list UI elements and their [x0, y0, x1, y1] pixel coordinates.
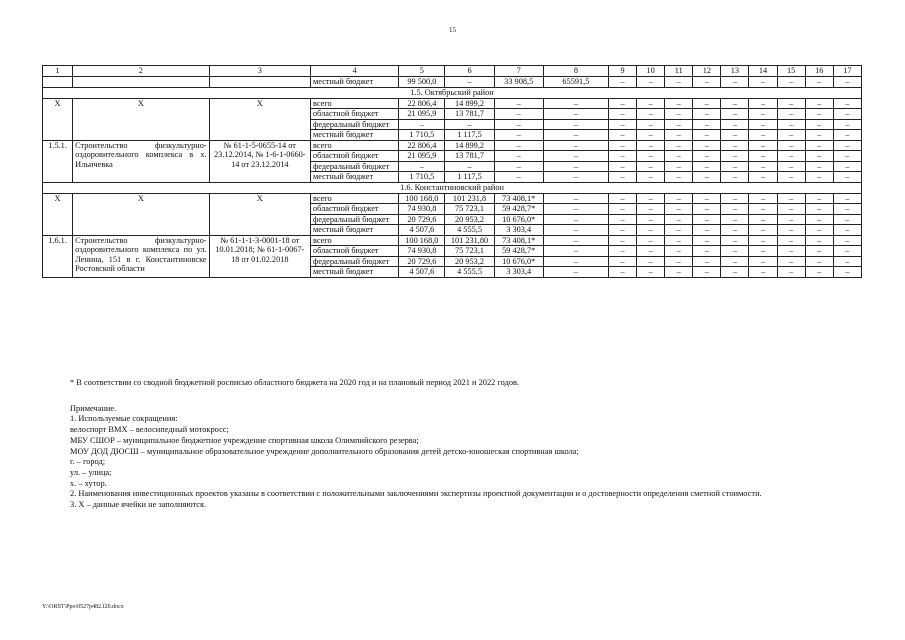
dash-cell: – [665, 109, 693, 120]
dash-cell: – [665, 140, 693, 151]
dash-cell: – [749, 140, 777, 151]
dash-cell: – [543, 151, 608, 162]
item-number: 1.5.1. [43, 140, 73, 182]
dash-cell: – [665, 204, 693, 215]
value-cell: 13 781,7 [445, 109, 494, 120]
dash-cell: – [833, 172, 861, 183]
dash-cell: – [777, 235, 805, 246]
x-marker: Х [43, 98, 73, 140]
value-cell: 99 500,0 [399, 77, 445, 88]
value-cell: – [399, 119, 445, 130]
dash-cell: – [609, 256, 637, 267]
dash-cell: – [749, 235, 777, 246]
dash-cell: – [543, 109, 608, 120]
value-cell: 4 507,6 [399, 225, 445, 236]
value-cell: 100 168,0 [399, 235, 445, 246]
dash-cell: – [721, 246, 749, 257]
value-cell: 20 953,2 [445, 214, 494, 225]
dash-cell: – [805, 172, 833, 183]
dash-cell: – [777, 98, 805, 109]
column-header: 15 [777, 66, 805, 77]
dash-cell: – [637, 119, 665, 130]
column-header: 2 [73, 66, 210, 77]
dash-cell: – [543, 140, 608, 151]
dash-cell: – [833, 246, 861, 257]
note-line: Примечание. [70, 403, 117, 413]
budget-label: местный бюджет [310, 267, 398, 278]
dash-cell: – [805, 151, 833, 162]
dash-cell: – [721, 98, 749, 109]
value-cell: 21 095,9 [399, 109, 445, 120]
dash-cell: – [777, 172, 805, 183]
dash-cell: – [609, 246, 637, 257]
value-cell: – [494, 98, 543, 109]
dash-cell: – [693, 172, 721, 183]
dash-cell: – [777, 161, 805, 172]
empty-cell [73, 77, 210, 88]
dash-cell: – [833, 267, 861, 278]
budget-label: всего [310, 235, 398, 246]
value-cell: – [445, 77, 494, 88]
dash-cell: – [749, 119, 777, 130]
dash-cell: – [749, 151, 777, 162]
dash-cell: – [833, 225, 861, 236]
table-row [43, 98, 862, 109]
value-cell: 1 117,5 [445, 172, 494, 183]
dash-cell: – [637, 109, 665, 120]
dash-cell: – [805, 109, 833, 120]
item-name: Строительство физкультурно-оздоровительного комплекса по ул. Ленина, 151 в г. Константиновске Ростовской области [73, 235, 210, 277]
dash-cell: – [665, 267, 693, 278]
dash-cell: – [609, 130, 637, 141]
section-title-row [43, 87, 862, 98]
budget-label: областной бюджет [310, 246, 398, 257]
dash-cell: – [609, 109, 637, 120]
dash-cell: – [543, 235, 608, 246]
dash-cell: – [609, 267, 637, 278]
budget-label: федеральный бюджет [310, 161, 398, 172]
dash-cell: – [805, 235, 833, 246]
dash-cell: – [693, 204, 721, 215]
empty-cell [43, 77, 73, 88]
column-header: 13 [721, 66, 749, 77]
dash-cell: – [609, 119, 637, 130]
value-cell: 59 428,7* [494, 246, 543, 257]
dash-cell: – [721, 77, 749, 88]
dash-cell: – [609, 204, 637, 215]
dash-cell: – [833, 193, 861, 204]
dash-cell: – [637, 267, 665, 278]
dash-cell: – [749, 130, 777, 141]
dash-cell: – [805, 246, 833, 257]
dash-cell: – [833, 151, 861, 162]
dash-cell: – [637, 246, 665, 257]
value-cell: – [445, 119, 494, 130]
dash-cell: – [749, 267, 777, 278]
dash-cell: – [543, 98, 608, 109]
section-title-row [43, 182, 862, 193]
column-header: 6 [445, 66, 494, 77]
table-row [43, 193, 862, 204]
dash-cell: – [543, 161, 608, 172]
item-name: Строительство физкультурно-оздоровительного комплекса в х. Ильичевка [73, 140, 210, 182]
dash-cell: – [665, 256, 693, 267]
value-cell: 101 231,80 [445, 235, 494, 246]
dash-cell: – [721, 130, 749, 141]
value-cell: 1 710,5 [399, 172, 445, 183]
empty-cell [209, 77, 310, 88]
header-row [43, 66, 862, 77]
budget-table [42, 65, 862, 278]
dash-cell: – [637, 172, 665, 183]
dash-cell: – [777, 214, 805, 225]
value-cell: 75 723,1 [445, 204, 494, 215]
section-title: 1.5. Октябрьский район [43, 87, 862, 98]
value-cell: 21 095,9 [399, 151, 445, 162]
budget-label: областной бюджет [310, 204, 398, 215]
dash-cell: – [805, 204, 833, 215]
x-marker: Х [209, 193, 310, 235]
dash-cell: – [637, 151, 665, 162]
dash-cell: – [543, 204, 608, 215]
dash-cell: – [609, 214, 637, 225]
dash-cell: – [693, 151, 721, 162]
x-marker: Х [73, 98, 210, 140]
dash-cell: – [543, 119, 608, 130]
dash-cell: – [693, 225, 721, 236]
x-marker: Х [73, 193, 210, 235]
dash-cell: – [693, 256, 721, 267]
dash-cell: – [805, 98, 833, 109]
dash-cell: – [721, 267, 749, 278]
budget-label: всего [310, 193, 398, 204]
value-cell: – [494, 119, 543, 130]
note-line: г. – город; [70, 457, 106, 467]
dash-cell: – [637, 214, 665, 225]
value-cell: 73 408,1* [494, 193, 543, 204]
dash-cell: – [721, 109, 749, 120]
dash-cell: – [665, 98, 693, 109]
value-cell: 74 930,8 [399, 246, 445, 257]
budget-label: федеральный бюджет [310, 256, 398, 267]
budget-label: местный бюджет [310, 225, 398, 236]
dash-cell: – [777, 77, 805, 88]
value-cell: 65591,5 [543, 77, 608, 88]
note-line: х. – хутор. [70, 478, 107, 488]
dash-cell: – [805, 267, 833, 278]
dash-cell: – [693, 246, 721, 257]
dash-cell: – [721, 119, 749, 130]
table-row [43, 235, 862, 246]
dash-cell: – [805, 140, 833, 151]
dash-cell: – [749, 214, 777, 225]
dash-cell: – [609, 77, 637, 88]
dash-cell: – [637, 98, 665, 109]
note-line: 2. Наименования инвестиционных проектов указаны в соответствии с положительными заключениями экспертизы проектной документации и о достоверности определения сметной стоимости. [70, 489, 762, 499]
dash-cell: – [637, 225, 665, 236]
dash-cell: – [665, 77, 693, 88]
dash-cell: – [805, 161, 833, 172]
section-title: 1.6. Константиновский район [43, 182, 862, 193]
value-cell: 10 676,0* [494, 214, 543, 225]
value-cell: 3 303,4 [494, 225, 543, 236]
dash-cell: – [693, 214, 721, 225]
dash-cell: – [805, 193, 833, 204]
dash-cell: – [637, 204, 665, 215]
column-header: 1 [43, 66, 73, 77]
value-cell: 22 806,4 [399, 98, 445, 109]
dash-cell: – [543, 172, 608, 183]
budget-label: федеральный бюджет [310, 119, 398, 130]
column-header: 3 [209, 66, 310, 77]
column-header: 8 [543, 66, 608, 77]
value-cell: 4 507,6 [399, 267, 445, 278]
dash-cell: – [693, 267, 721, 278]
dash-cell: – [833, 98, 861, 109]
value-cell: – [494, 172, 543, 183]
page-number: 15 [449, 26, 456, 34]
dash-cell: – [721, 256, 749, 267]
dash-cell: – [637, 256, 665, 267]
value-cell: 101 231,8 [445, 193, 494, 204]
dash-cell: – [833, 235, 861, 246]
dash-cell: – [693, 77, 721, 88]
dash-cell: – [777, 256, 805, 267]
value-cell: 4 555,5 [445, 267, 494, 278]
note-line: 1. Используемые сокращения: [70, 414, 178, 424]
value-cell: – [445, 161, 494, 172]
budget-label: областной бюджет [310, 151, 398, 162]
dash-cell: – [805, 225, 833, 236]
value-cell: 10 676,0* [494, 256, 543, 267]
dash-cell: – [609, 225, 637, 236]
item-number: 1.6.1. [43, 235, 73, 277]
value-cell: – [494, 109, 543, 120]
dash-cell: – [693, 109, 721, 120]
column-header: 12 [693, 66, 721, 77]
dash-cell: – [777, 225, 805, 236]
dash-cell: – [833, 214, 861, 225]
column-header: 9 [609, 66, 637, 77]
dash-cell: – [749, 172, 777, 183]
dash-cell: – [749, 77, 777, 88]
dash-cell: – [777, 193, 805, 204]
dash-cell: – [665, 235, 693, 246]
note-line: ул. – улица; [70, 467, 112, 477]
continuation-row [43, 77, 862, 88]
dash-cell: – [637, 140, 665, 151]
dash-cell: – [777, 246, 805, 257]
value-cell: 3 303,4 [494, 267, 543, 278]
budget-label: областной бюджет [310, 109, 398, 120]
dash-cell: – [721, 214, 749, 225]
dash-cell: – [833, 130, 861, 141]
value-cell: 14 899,2 [445, 140, 494, 151]
dash-cell: – [833, 161, 861, 172]
dash-cell: – [543, 267, 608, 278]
dash-cell: – [693, 193, 721, 204]
notes-block [70, 378, 860, 511]
dash-cell: – [637, 235, 665, 246]
dash-cell: – [721, 161, 749, 172]
dash-cell: – [749, 109, 777, 120]
dash-cell: – [833, 140, 861, 151]
budget-label: местный бюджет [310, 77, 398, 88]
dash-cell: – [637, 77, 665, 88]
dash-cell: – [665, 151, 693, 162]
dash-cell: – [693, 130, 721, 141]
dash-cell: – [665, 214, 693, 225]
dash-cell: – [693, 119, 721, 130]
dash-cell: – [721, 193, 749, 204]
item-documents: № 61-1-5-0655-14 от 23.12.2014, № 1-6-1-0660-14 от 23.12.2014 [209, 140, 310, 182]
dash-cell: – [665, 161, 693, 172]
budget-label: всего [310, 140, 398, 151]
dash-cell: – [693, 140, 721, 151]
dash-cell: – [833, 109, 861, 120]
value-cell: 20 729,6 [399, 214, 445, 225]
note-line: МБУ СШОР – муниципальное бюджетное учреждение спортивная школа Олимпийского резерва; [70, 435, 419, 445]
dash-cell: – [543, 225, 608, 236]
dash-cell: – [543, 130, 608, 141]
dash-cell: – [721, 235, 749, 246]
value-cell: 20 953,2 [445, 256, 494, 267]
dash-cell: – [693, 235, 721, 246]
item-documents: № 61-1-1-3-0001-18 от 10.01.2018; № 61-1-0067-18 от 01.02.2018 [209, 235, 310, 277]
value-cell: 22 806,4 [399, 140, 445, 151]
value-cell: 1 710,5 [399, 130, 445, 141]
dash-cell: – [543, 246, 608, 257]
dash-cell: – [749, 193, 777, 204]
dash-cell: – [637, 161, 665, 172]
value-cell: 20 729,6 [399, 256, 445, 267]
budget-label: всего [310, 98, 398, 109]
budget-label: местный бюджет [310, 172, 398, 183]
dash-cell: – [637, 130, 665, 141]
dash-cell: – [609, 172, 637, 183]
column-header: 10 [637, 66, 665, 77]
value-cell: 75 723,1 [445, 246, 494, 257]
notes-list [70, 404, 860, 511]
dash-cell: – [721, 140, 749, 151]
value-cell: – [494, 151, 543, 162]
value-cell: 4 555,5 [445, 225, 494, 236]
x-marker: Х [43, 193, 73, 235]
column-header: 14 [749, 66, 777, 77]
value-cell: 14 899,2 [445, 98, 494, 109]
dash-cell: – [805, 77, 833, 88]
dash-cell: – [665, 193, 693, 204]
dash-cell: – [805, 130, 833, 141]
dash-cell: – [777, 151, 805, 162]
dash-cell: – [749, 204, 777, 215]
dash-cell: – [665, 130, 693, 141]
dash-cell: – [805, 119, 833, 130]
dash-cell: – [749, 256, 777, 267]
column-header: 11 [665, 66, 693, 77]
dash-cell: – [833, 256, 861, 267]
dash-cell: – [777, 130, 805, 141]
column-header: 7 [494, 66, 543, 77]
dash-cell: – [609, 161, 637, 172]
budget-label: местный бюджет [310, 130, 398, 141]
value-cell: 74 930,8 [399, 204, 445, 215]
dash-cell: – [721, 225, 749, 236]
dash-cell: – [665, 172, 693, 183]
dash-cell: – [665, 119, 693, 130]
note-line: 3. Х – данные ячейки не заполняются. [70, 500, 206, 510]
dash-cell: – [665, 225, 693, 236]
dash-cell: – [609, 235, 637, 246]
value-cell: – [494, 140, 543, 151]
dash-cell: – [609, 193, 637, 204]
dash-cell: – [543, 193, 608, 204]
dash-cell: – [721, 151, 749, 162]
dash-cell: – [749, 98, 777, 109]
dash-cell: – [721, 172, 749, 183]
dash-cell: – [833, 204, 861, 215]
note-line: велоспорт ВМХ – велосипедный мотокросс; [70, 425, 229, 435]
dash-cell: – [805, 214, 833, 225]
value-cell: 73 408,1* [494, 235, 543, 246]
dash-cell: – [777, 119, 805, 130]
value-cell: – [399, 161, 445, 172]
value-cell: 59 428,7* [494, 204, 543, 215]
dash-cell: – [609, 140, 637, 151]
dash-cell: – [749, 225, 777, 236]
value-cell: 100 168,0 [399, 193, 445, 204]
column-header: 16 [805, 66, 833, 77]
dash-cell: – [693, 98, 721, 109]
budget-label: федеральный бюджет [310, 214, 398, 225]
dash-cell: – [637, 193, 665, 204]
dash-cell: – [609, 151, 637, 162]
dash-cell: – [777, 140, 805, 151]
dash-cell: – [833, 77, 861, 88]
dash-cell: – [749, 246, 777, 257]
dash-cell: – [833, 119, 861, 130]
dash-cell: – [665, 246, 693, 257]
dash-cell: – [777, 204, 805, 215]
dash-cell: – [721, 204, 749, 215]
column-header: 17 [833, 66, 861, 77]
dash-cell: – [609, 98, 637, 109]
dash-cell: – [749, 161, 777, 172]
dash-cell: – [777, 267, 805, 278]
dash-cell: – [693, 161, 721, 172]
value-cell: 13 781,7 [445, 151, 494, 162]
dash-cell: – [805, 256, 833, 267]
dash-cell: – [777, 109, 805, 120]
dash-cell: – [543, 256, 608, 267]
value-cell: – [494, 161, 543, 172]
footnote: * В соответствии со сводной бюджетной росписью областного бюджета на 2020 год и на плановый период 2021 и 2022 годов. [70, 378, 520, 387]
column-header: 5 [399, 66, 445, 77]
note-line: МОУ ДОД ДЮСШ – муниципальное образовательное учреждение дополнительного образования детей детско-юношеская спортивная школа; [70, 446, 579, 456]
dash-cell: – [543, 214, 608, 225]
x-marker: Х [209, 98, 310, 140]
column-header: 4 [310, 66, 398, 77]
table-row [43, 140, 862, 151]
value-cell: 1 117,5 [445, 130, 494, 141]
file-path: Y:\ORST\Ppo\0527p482.f20.docx [42, 604, 124, 610]
value-cell: – [494, 130, 543, 141]
value-cell: 33 908,5 [494, 77, 543, 88]
